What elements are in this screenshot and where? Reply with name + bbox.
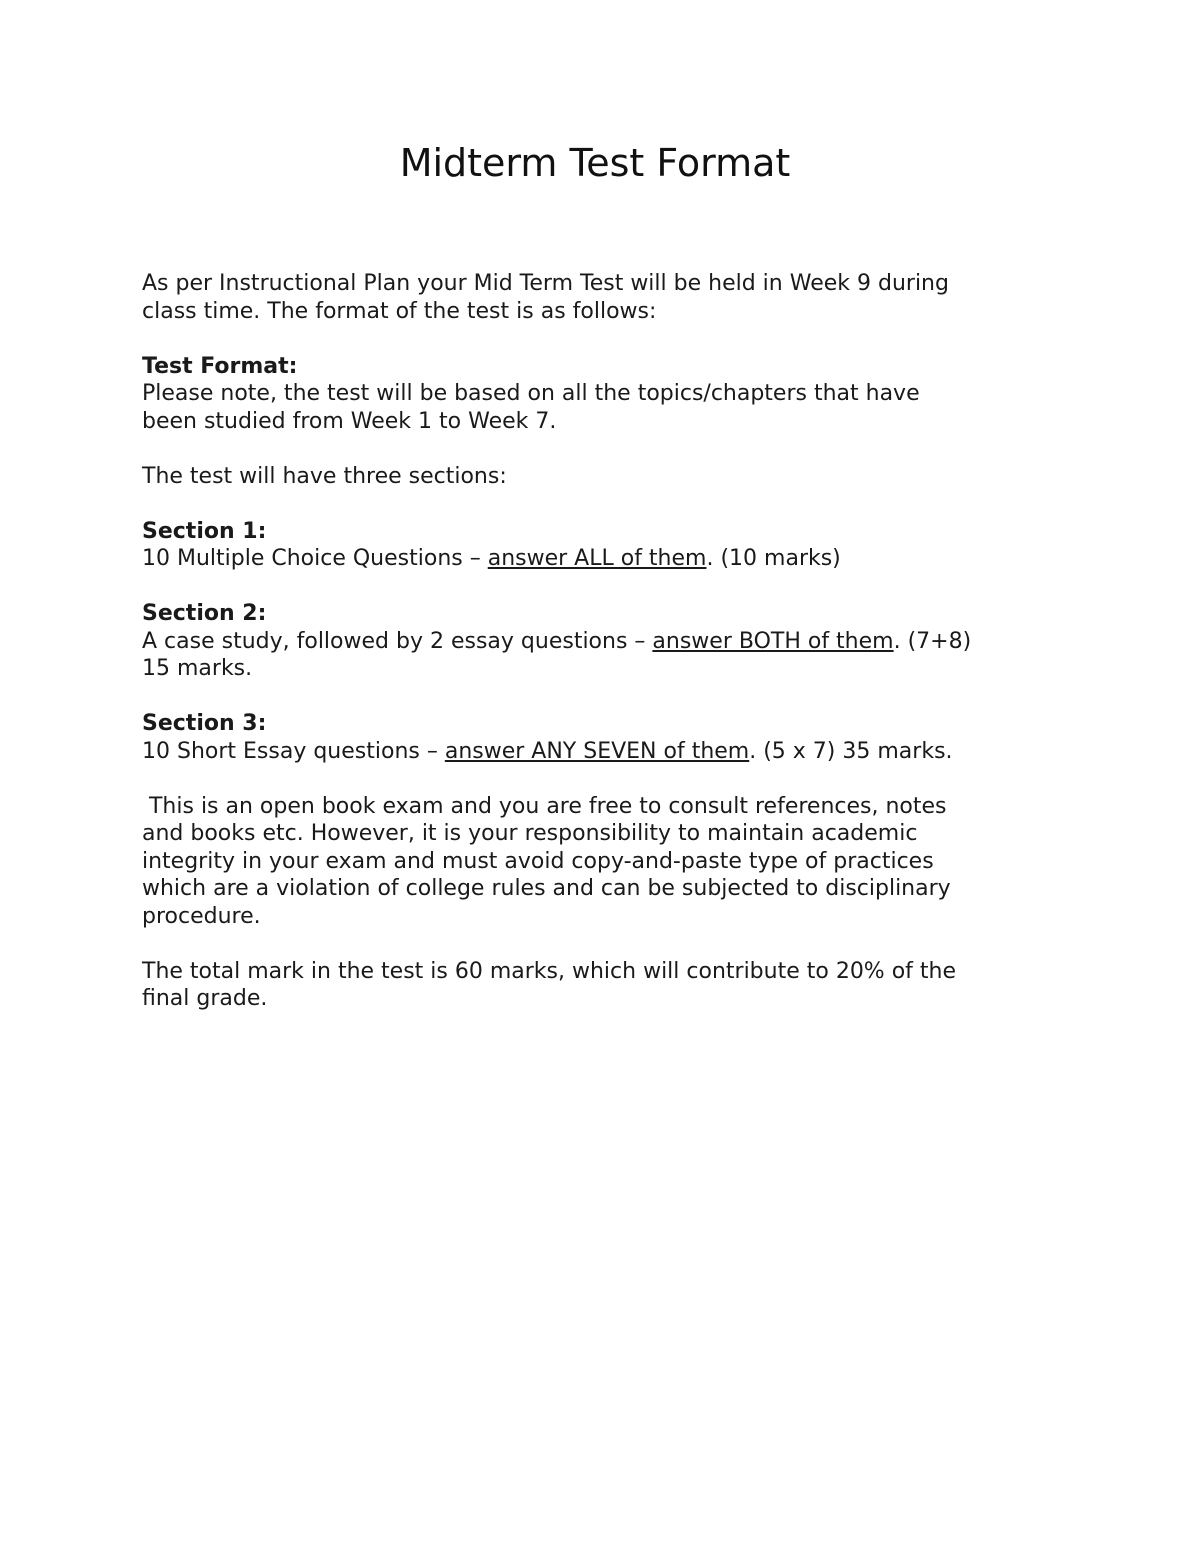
section-3-instruction: answer ANY SEVEN of them <box>444 738 750 764</box>
intro-line-2: class time. The format of the test is as follows: <box>142 298 657 324</box>
section-3-text-after: . (5 x 7) 35 marks. <box>749 738 953 764</box>
test-format-line-2: been studied from Week 1 to Week 7. <box>142 408 557 434</box>
section-2-heading: Section 2: <box>142 601 267 626</box>
section-3-text <box>142 738 1077 766</box>
open-book-line-3: integrity in your exam and must avoid copy-and-paste type of practices <box>142 848 934 874</box>
test-format-heading: Test Format: <box>142 353 298 379</box>
open-book-line-5: procedure. <box>142 903 261 929</box>
spacer <box>142 435 1077 463</box>
intro-line-1: As per Instructional Plan your Mid Term Test will be held in Week 9 during <box>142 271 949 296</box>
document-body <box>142 270 1077 1013</box>
section-3-heading: Section 3: <box>142 711 267 736</box>
spacer <box>142 683 1077 711</box>
section-3-text-before: 10 Short Essay questions – <box>142 738 445 764</box>
section-1-text <box>142 545 1077 573</box>
spacer <box>142 490 1077 518</box>
section-1-heading: Section 1: <box>142 518 267 544</box>
section-2-text-before: A case study, followed by 2 essay questions – <box>142 628 653 654</box>
open-book-line-2: and books etc. However, it is your responsibility to maintain academic <box>142 821 918 846</box>
open-book-line-4: which are a violation of college rules and can be subjected to disciplinary <box>142 876 951 901</box>
section-2-text <box>142 628 1077 656</box>
spacer <box>142 573 1077 601</box>
total-line-2: final grade. <box>142 986 268 1011</box>
section-2-instruction: answer BOTH of them <box>652 628 894 654</box>
section-2-marks: 15 marks. <box>142 656 253 681</box>
test-format-line-1: Please note, the test will be based on all the topics/chapters that have <box>142 381 920 406</box>
spacer <box>142 325 1077 353</box>
section-1-text-before: 10 Multiple Choice Questions – <box>142 546 488 571</box>
total-line-1: The total mark in the test is 60 marks, which will contribute to 20% of the <box>142 958 957 984</box>
document-title: Midterm Test Format <box>399 141 791 185</box>
open-book-line-1: This is an open book exam and you are free to consult references, notes <box>142 793 947 819</box>
section-1-text-after: . (10 marks) <box>706 546 841 571</box>
spacer <box>142 765 1077 793</box>
spacer <box>142 930 1077 958</box>
section-1-instruction: answer ALL of them <box>487 546 707 571</box>
section-2-text-after: . (7+8) <box>893 628 972 654</box>
sections-intro: The test will have three sections: <box>142 463 507 489</box>
